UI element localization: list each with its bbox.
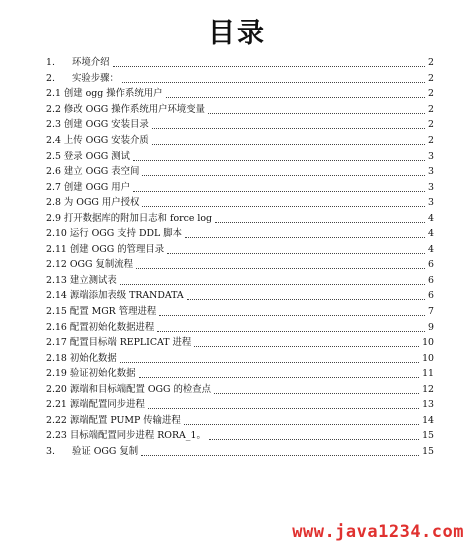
toc-entry-page-number: 3 — [428, 166, 434, 178]
toc-entry-label: 初始化数据 — [69, 352, 117, 364]
toc-dot-leader — [185, 237, 425, 238]
toc-entry-page-number: 2 — [428, 119, 434, 131]
toc-entry-label: 配置目标端 REPLICAT 进程 — [69, 337, 192, 349]
toc-dot-leader — [113, 66, 426, 67]
toc-entry-page-number: 4 — [428, 212, 434, 224]
toc-dot-leader — [141, 455, 419, 456]
toc-entry-number: 2. — [46, 72, 55, 84]
toc-entry-page-number: 2 — [428, 72, 434, 84]
toc-dot-leader — [159, 315, 425, 316]
toc-entry-label: 源端配置 PUMP 传输进程 — [69, 414, 181, 426]
toc-entry-page-number: 7 — [428, 306, 434, 318]
toc-entry-label: 验证 OGG 复制 — [72, 445, 139, 457]
toc-dot-leader — [208, 113, 425, 114]
toc-entry-number: 2.21 — [46, 399, 67, 411]
toc-dot-leader — [157, 331, 425, 332]
toc-entry[interactable] — [46, 288, 434, 304]
toc-entry[interactable] — [46, 86, 434, 102]
toc-entry-label: 上传 OGG 安装介质 — [63, 135, 149, 146]
toc-dot-leader — [139, 377, 420, 378]
toc-dot-leader — [187, 299, 425, 300]
toc-entry-page-number: 4 — [428, 228, 434, 240]
toc-dot-leader — [166, 97, 426, 98]
toc-entry-page-number: 3 — [428, 197, 434, 209]
toc-entry-label: 建立测试表 — [69, 274, 117, 286]
toc-entry-number: 2.3 — [46, 119, 61, 131]
toc-dot-leader — [152, 144, 425, 145]
toc-entry-number: 2.13 — [46, 274, 67, 286]
toc-entry-number: 2.1 — [46, 88, 61, 100]
toc-entry-page-number: 9 — [428, 321, 434, 333]
toc-entry-page-number: 2 — [428, 135, 434, 146]
toc-dot-leader — [142, 206, 425, 207]
toc-entry[interactable] — [46, 71, 434, 87]
toc-entry-number: 2.2 — [46, 103, 61, 115]
toc-dot-leader — [142, 175, 425, 176]
toc-dot-leader — [184, 424, 419, 425]
toc-entry[interactable] — [46, 350, 434, 366]
watermark: www.java1234.com — [292, 522, 464, 542]
toc-entry-number: 1. — [46, 57, 55, 69]
toc-entry-label: 修改 OGG 操作系统用户环境变量 — [63, 103, 206, 115]
toc-entry-number: 2.11 — [46, 243, 67, 255]
toc-entry[interactable] — [46, 335, 434, 351]
toc-entry-page-number: 2 — [428, 103, 434, 115]
toc-entry-number: 2.20 — [46, 383, 67, 395]
toc-entry-number: 2.19 — [46, 368, 67, 380]
toc-entry[interactable] — [46, 179, 434, 195]
toc-entry-page-number: 12 — [422, 383, 434, 395]
toc-entry[interactable] — [46, 133, 434, 149]
toc-entry[interactable] — [46, 304, 434, 320]
toc-entry[interactable] — [46, 397, 434, 413]
toc-entry[interactable] — [46, 195, 434, 211]
toc-entry[interactable] — [46, 428, 434, 444]
toc-entry[interactable] — [46, 413, 434, 429]
toc-entry-page-number: 6 — [428, 274, 434, 286]
toc-dot-leader — [214, 393, 419, 394]
toc-entry-number: 2.6 — [46, 166, 61, 178]
toc-entry-label: OGG 复制流程 — [69, 259, 134, 271]
page-title: 目录 — [208, 18, 266, 49]
toc-entry-number: 2.18 — [46, 352, 67, 364]
toc-dot-leader — [120, 362, 419, 363]
toc-entry[interactable] — [46, 55, 434, 71]
toc-entry-label: 源端和目标端配置 OGG 的检查点 — [69, 383, 211, 395]
toc-entry-label: 创建 OGG 用户 — [63, 181, 131, 193]
toc-entry-page-number: 10 — [422, 352, 434, 364]
toc-dot-leader — [152, 128, 425, 129]
toc-entry[interactable] — [46, 444, 434, 460]
toc-entry-label: 目标端配置同步进程 RORA_1。 — [69, 430, 206, 442]
toc-entry-label: 实验步骤： — [72, 72, 119, 84]
toc-entry-label: 打开数据库的附加日志和 force log — [63, 212, 213, 224]
toc-entry-page-number: 2 — [428, 57, 434, 69]
toc-entry-number: 2.22 — [46, 414, 67, 426]
toc-entry-number: 3. — [46, 445, 55, 457]
toc-entry-label: 源端配置同步进程 — [69, 399, 145, 411]
toc-entry-page-number: 6 — [428, 290, 434, 302]
toc-entry[interactable] — [46, 273, 434, 289]
toc-entry-number: 2.12 — [46, 259, 67, 271]
toc-entry-number: 2.16 — [46, 321, 67, 333]
toc-entry-number: 2.7 — [46, 181, 61, 193]
toc-entry-label: 配置初始化数据进程 — [69, 321, 155, 333]
toc-entry-number: 2.14 — [46, 290, 67, 302]
toc-dot-leader — [136, 268, 425, 269]
toc-entry-number: 2.15 — [46, 306, 67, 318]
toc-dot-leader — [194, 346, 419, 347]
toc-entry-page-number: 6 — [428, 259, 434, 271]
toc-entry[interactable] — [46, 148, 434, 164]
toc-entry-number: 2.5 — [46, 150, 61, 162]
toc-dot-leader — [209, 439, 419, 440]
toc-entry[interactable] — [46, 242, 434, 258]
toc-entry[interactable] — [46, 164, 434, 180]
toc-entry-label: 登录 OGG 测试 — [63, 150, 131, 162]
toc-entry-page-number: 3 — [428, 181, 434, 193]
toc-dot-leader — [167, 253, 425, 254]
toc-entry-number: 2.17 — [46, 337, 67, 349]
toc-dot-leader — [133, 160, 425, 161]
toc-entry-label: 建立 OGG 表空间 — [63, 166, 140, 178]
toc-entry[interactable] — [46, 366, 434, 382]
toc-entry[interactable] — [46, 226, 434, 242]
toc-entry-page-number: 4 — [428, 243, 434, 255]
toc-entry-label: 为 OGG 用户授权 — [63, 197, 140, 209]
table-of-contents — [46, 55, 434, 459]
toc-entry-page-number: 10 — [422, 337, 434, 349]
toc-entry-number: 2.4 — [46, 135, 61, 146]
toc-entry-page-number: 13 — [422, 399, 434, 411]
toc-entry-label: 创建 ogg 操作系统用户 — [63, 88, 163, 100]
toc-entry-number: 2.9 — [46, 212, 61, 224]
toc-dot-leader — [148, 408, 419, 409]
toc-entry-label: 验证初始化数据 — [69, 368, 136, 380]
toc-entry-label: 源端添加表级 TRANDATA — [69, 290, 184, 302]
toc-dot-leader — [120, 284, 425, 285]
toc-entry-number: 2.23 — [46, 430, 67, 442]
toc-entry-page-number: 2 — [428, 88, 434, 100]
toc-entry-page-number: 3 — [428, 150, 434, 162]
toc-entry-page-number: 14 — [422, 414, 434, 426]
toc-entry-number: 2.10 — [46, 228, 67, 240]
toc-entry-page-number: 15 — [422, 430, 434, 442]
toc-entry[interactable] — [46, 102, 434, 118]
toc-entry[interactable] — [46, 319, 434, 335]
toc-entry-page-number: 11 — [422, 368, 434, 380]
toc-entry[interactable] — [46, 257, 434, 273]
toc-dot-leader — [215, 222, 425, 223]
toc-entry[interactable] — [46, 381, 434, 397]
toc-entry[interactable] — [46, 117, 434, 133]
toc-dot-leader — [133, 191, 425, 192]
toc-entry-label: 配置 MGR 管理进程 — [69, 306, 157, 318]
toc-entry-label: 运行 OGG 支持 DDL 脚本 — [69, 228, 182, 240]
toc-entry-number: 2.8 — [46, 197, 61, 209]
toc-entry-page-number: 15 — [422, 445, 434, 457]
toc-entry[interactable] — [46, 210, 434, 226]
toc-entry-label: 创建 OGG 的管理目录 — [69, 243, 165, 255]
toc-entry-label: 环境介绍 — [72, 57, 110, 69]
toc-entry-label: 创建 OGG 安装目录 — [63, 119, 149, 131]
toc-dot-leader — [122, 82, 425, 83]
